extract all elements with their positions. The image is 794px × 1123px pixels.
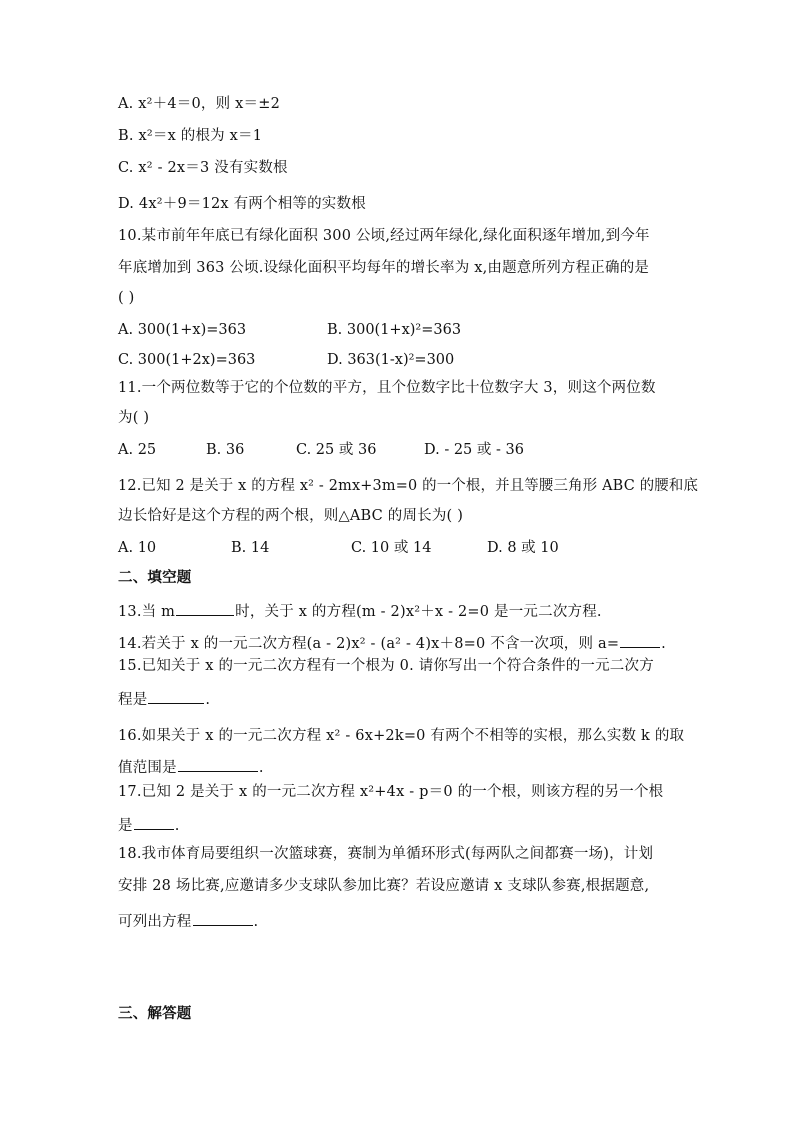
q15-line-2 (118, 688, 210, 710)
q14-text-pre: 14.若关于 x 的一元二次方程(a - 2)x² - (a² - 4)x＋8=0 不含一次项，则 a= (118, 636, 620, 652)
q10-option-b: B. 300(1+x)²=363 (327, 322, 462, 338)
q15-text-post: . (205, 692, 211, 708)
section-heading-solve: 三、解答题 (118, 1006, 192, 1022)
q10-line-1: 10.某市前年年底已有绿化面积 300 公顷,经过两年绿化,绿化面积逐年增加,到今年 (118, 228, 650, 244)
q16-line-1: 16.如果关于 x 的一元二次方程 x² - 6x+2k=0 有两个不相等的实根，那么实数 k 的取 (118, 728, 685, 744)
q12-option-c: C. 10 或 14 (351, 540, 432, 556)
q18-line-1: 18.我市体育局要组织一次篮球赛，赛制为单循环形式(每两队之间都赛一场)，计划 (118, 846, 654, 862)
q11-line-1: 11.一个两位数等于它的个位数的平方，且个位数字比十位数字大 3，则这个两位数 (118, 380, 656, 396)
q13-line (118, 600, 602, 622)
q12-line-2: 边长恰好是这个方程的两个根，则△ABC 的周长为( ) (118, 508, 464, 524)
q15-answer-blank[interactable] (148, 688, 204, 704)
q18-text-post: . (253, 914, 259, 930)
q15-line-1: 15.已知关于 x 的一元二次方程有一个根为 0. 请你写出一个符合条件的一元二次方 (118, 658, 654, 674)
q10-option-a: A. 300(1+x)=363 (118, 322, 247, 338)
q10-option-c: C. 300(1+2x)=363 (118, 352, 256, 368)
q16-line-2 (118, 756, 264, 778)
q10-line-2: 年底增加到 363 公顷.设绿化面积平均每年的增长率为 x,由题意所列方程正确的是 (118, 260, 650, 276)
q12-line-1: 12.已知 2 是关于 x 的方程 x² - 2mx+3m=0 的一个根，并且等腰三角形 ABC 的腰和底 (118, 478, 699, 494)
q15-text-pre: 程是 (118, 692, 148, 708)
q18-line-2: 安排 28 场比赛,应邀请多少支球队参加比赛？若设应邀请 x 支球队参赛,根据题意, (118, 878, 650, 894)
q17-line-2 (118, 814, 180, 836)
q14-text-post: . (661, 636, 666, 652)
q11-option-b: B. 36 (206, 442, 245, 458)
q10-option-d: D. 363(1-x)²=300 (327, 352, 455, 368)
q9-option-a: A. x²＋4＝0，则 x＝±2 (118, 96, 280, 112)
q12-option-d: D. 8 或 10 (487, 540, 559, 556)
q17-text-pre: 是 (118, 818, 133, 834)
q17-text-post: . (174, 818, 180, 834)
q10-line-3: ( ) (118, 290, 135, 306)
q18-text-pre: 可列出方程 (118, 914, 192, 930)
q14-answer-blank[interactable] (620, 632, 660, 648)
q9-option-b: B. x²＝x 的根为 x＝1 (118, 128, 263, 144)
q18-answer-blank[interactable] (193, 910, 253, 926)
q11-option-d: D. - 25 或 - 36 (424, 442, 524, 458)
q13-answer-blank[interactable] (176, 600, 234, 616)
q11-option-a: A. 25 (118, 442, 157, 458)
q17-answer-blank[interactable] (134, 814, 174, 830)
q18-line-3 (118, 910, 258, 932)
q13-text-pre: 13.当 m (118, 604, 176, 620)
section-heading-fill-in: 二、填空题 (118, 570, 192, 586)
q13-text-post: 时，关于 x 的方程(m - 2)x²＋x - 2=0 是一元二次方程. (235, 604, 602, 620)
q14-line (118, 632, 666, 654)
q16-text-post: . (258, 760, 264, 776)
q16-answer-blank[interactable] (178, 756, 258, 772)
q16-text-pre: 值范围是 (118, 760, 177, 776)
q12-option-a: A. 10 (118, 540, 157, 556)
q17-line-1: 17.已知 2 是关于 x 的一元二次方程 x²+4x - p＝0 的一个根，则该方程的另一个根 (118, 784, 664, 800)
q11-line-2: 为( ) (118, 410, 150, 426)
q11-option-c: C. 25 或 36 (296, 442, 377, 458)
q9-option-d: D. 4x²＋9＝12x 有两个相等的实数根 (118, 196, 366, 212)
q12-option-b: B. 14 (231, 540, 270, 556)
q9-option-c: C. x² - 2x＝3 没有实数根 (118, 160, 288, 176)
